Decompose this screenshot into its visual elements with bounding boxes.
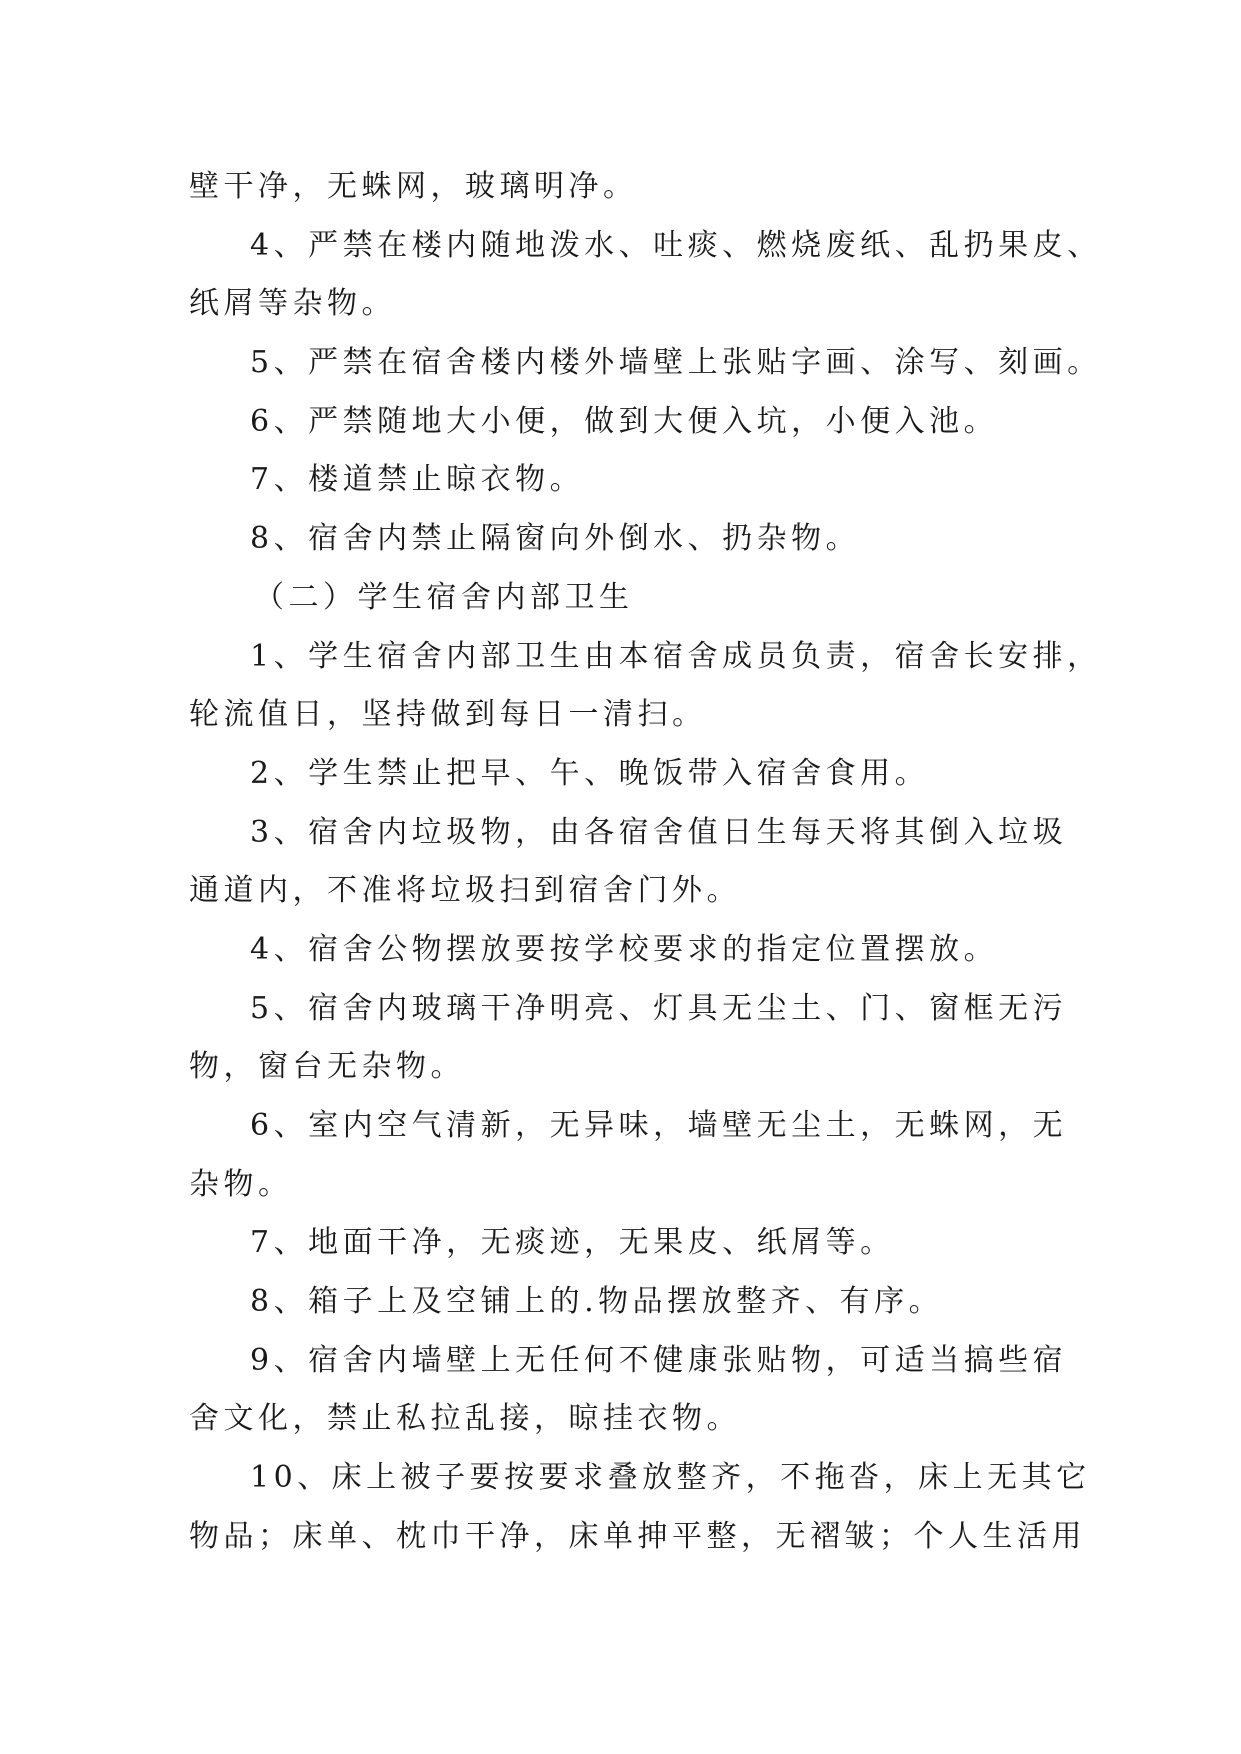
paragraph-line: 6、严禁随地大小便，做到大便入坑，小便入池。 — [250, 403, 999, 439]
paragraph-line: 7、地面干净，无痰迹，无果皮、纸屑等。 — [250, 1225, 895, 1261]
paragraph-line: 8、宿舍内禁止隔窗向外倒水、扔杂物。 — [250, 521, 861, 557]
paragraph-line: 7、楼道禁止晾衣物。 — [250, 462, 585, 498]
paragraph-line: 6、室内空气清新，无异味，墙壁无尘土，无蛛网，无 — [250, 1108, 1068, 1143]
paragraph-line: 9、宿舍内墙壁上无任何不健康张贴物，可适当搞些宿 — [250, 1342, 1068, 1378]
paragraph-line: 壁干净，无蛛网，玻璃明净。 — [189, 169, 638, 204]
paragraph-line: 4、宿舍公物摆放要按学校要求的指定位置摆放。 — [250, 931, 999, 967]
paragraph-line: 1、学生宿舍内部卫生由本宿舍成员负责，宿舍长安排， — [250, 638, 1102, 674]
document-body — [189, 158, 1102, 1567]
paragraph-line: 4、严禁在楼内随地泼水、吐痰、燃烧废纸、乱扔果皮、 — [250, 227, 1102, 263]
paragraph-line: 5、宿舍内玻璃干净明亮、灯具无尘土、门、窗框无污 — [250, 990, 1068, 1026]
paragraph-line: 8、箱子上及空铺上的.物品摆放整齐、有序。 — [250, 1284, 944, 1320]
paragraph-line: 3、宿舍内垃圾物，由各宿舍值日生每天将其倒入垃圾 — [250, 814, 1068, 850]
paragraph-line: 杂物。 — [189, 1166, 293, 1202]
paragraph-line: 10、床上被子要按要求叠放整齐，不拖沓，床上无其它 — [250, 1460, 1091, 1496]
paragraph-line: 舍文化，禁止私拉乱接，晾挂衣物。 — [189, 1401, 741, 1437]
paragraph-line: 轮流值日，坚持做到每日一清扫。 — [189, 697, 707, 733]
paragraph-line: 通道内，不准将垃圾扫到宿舍门外。 — [189, 873, 741, 909]
paragraph-line: 物，窗台无杂物。 — [189, 1049, 465, 1085]
paragraph-line: 2、学生禁止把早、午、晚饭带入宿舍食用。 — [250, 755, 930, 791]
section-heading: （二）学生宿舍内部卫生 — [254, 579, 634, 615]
paragraph-line: 物品；床单、枕巾干净，床单抻平整，无褶皱；个人生活用 — [189, 1518, 1086, 1554]
paragraph-line: 纸屑等杂物。 — [189, 286, 396, 322]
paragraph-line: 5、严禁在宿舍楼内楼外墙壁上张贴字画、涂写、刻画。 — [250, 345, 1102, 381]
